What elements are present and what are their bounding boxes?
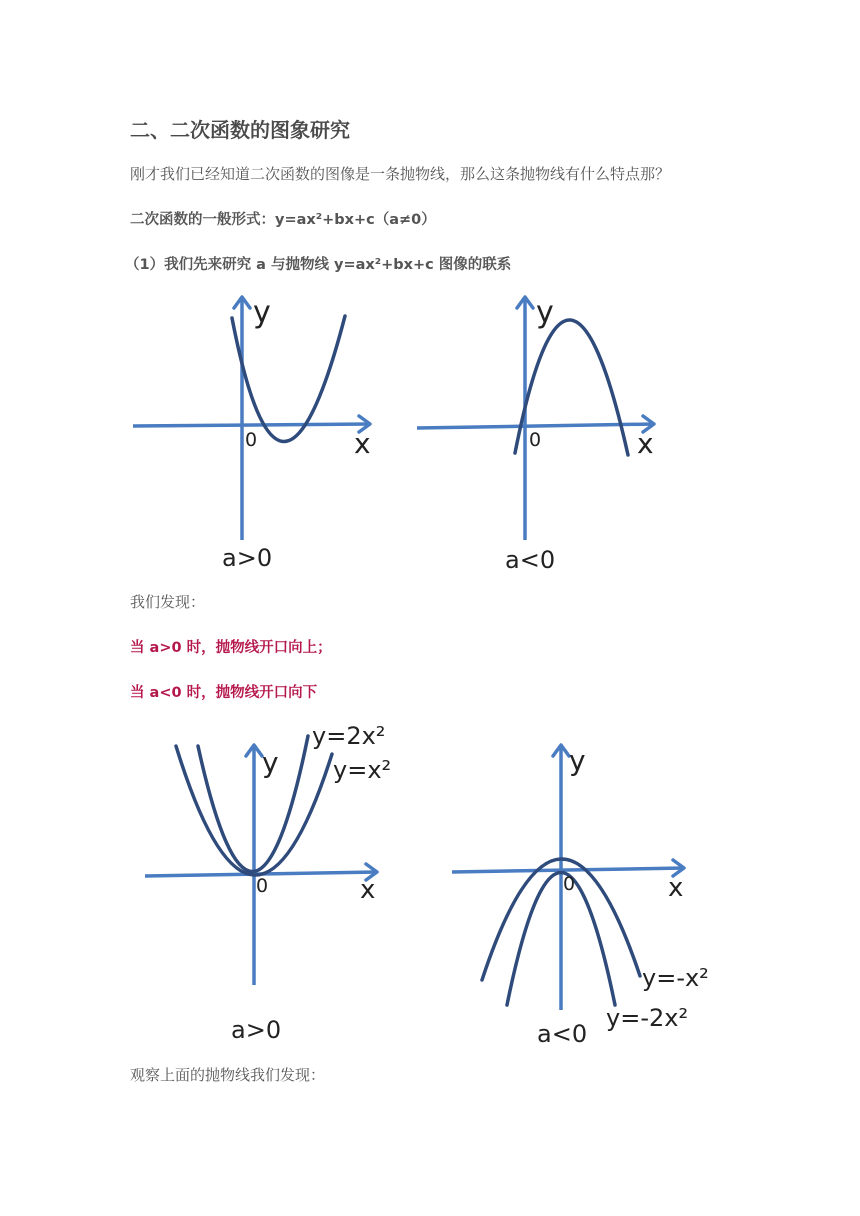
figure-width-comparison — [0, 715, 860, 1060]
y-axis-label: y — [262, 746, 279, 779]
section-heading: 二、二次函数的图象研究 — [130, 118, 350, 142]
caption-a-negative: a<0 — [537, 1020, 588, 1048]
curve-label-y-neg-x2: y=-x² — [642, 964, 709, 992]
rule-opens-down: 当 a<0 时，抛物线开口向下 — [130, 685, 318, 701]
origin-label: 0 — [256, 875, 269, 897]
y-axis-label: y — [253, 295, 271, 330]
figure-opening-direction — [0, 275, 860, 605]
general-form: 二次函数的一般形式：y=ax²+bx+c（a≠0） — [130, 212, 436, 228]
graph-downward-family — [452, 744, 709, 1048]
we-found-text: 我们发现： — [130, 593, 206, 611]
graph-a-negative — [417, 295, 654, 574]
origin-label: 0 — [245, 429, 258, 451]
x-axis — [133, 424, 370, 426]
y-axis-label: y — [536, 295, 554, 330]
caption-a-positive: a>0 — [222, 544, 273, 572]
x-axis — [452, 868, 684, 872]
x-axis-label: x — [354, 427, 371, 460]
graph-a-positive — [133, 295, 371, 572]
y-axis-label: y — [569, 744, 586, 777]
origin-label: 0 — [529, 429, 542, 451]
intro-paragraph: 刚才我们已经知道二次函数的图像是一条抛物线，那么这条抛物线有什么特点那？ — [130, 165, 671, 183]
origin-label: 0 — [563, 873, 576, 895]
x-axis — [417, 424, 654, 428]
caption-a-negative: a<0 — [505, 546, 556, 574]
x-axis-label: x — [637, 427, 654, 460]
x-axis-label: x — [360, 875, 376, 905]
caption-a-positive: a>0 — [231, 1016, 282, 1044]
observe-text: 观察上面的抛物线我们发现： — [130, 1066, 326, 1084]
graph-upward-family — [145, 722, 391, 1044]
study-a-line: （1）我们先来研究 a 与抛物线 y=ax²+bx+c 图像的联系 — [125, 257, 512, 273]
curve-label-y-neg-2x2: y=-2x² — [606, 1004, 689, 1032]
x-axis-label: x — [668, 873, 684, 903]
rule-opens-up: 当 a>0 时，抛物线开口向上； — [130, 640, 332, 656]
curve-label-y-x2: y=x² — [333, 756, 392, 784]
curve-label-y-2x2: y=2x² — [312, 722, 386, 750]
